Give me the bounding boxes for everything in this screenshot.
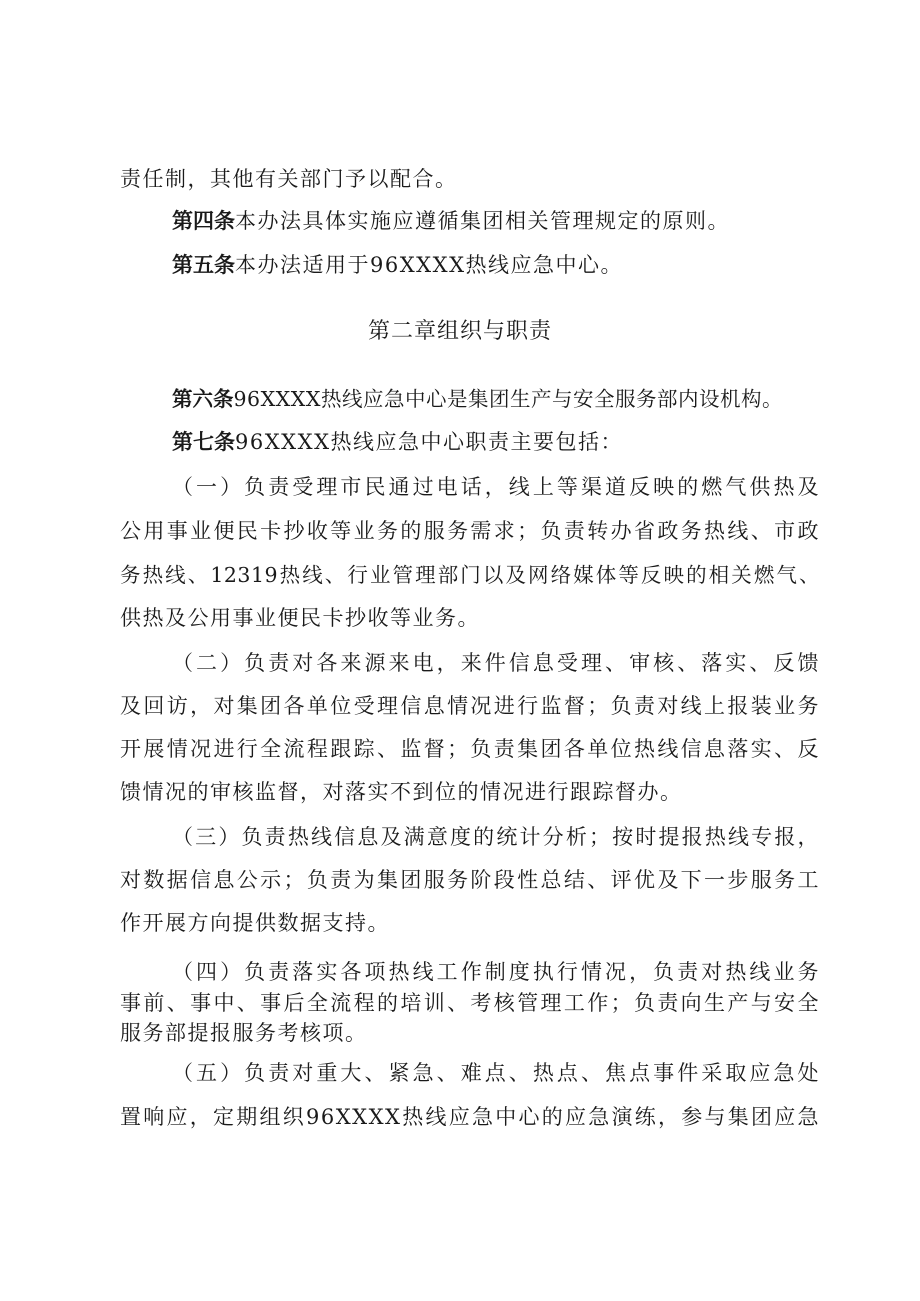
text-line: 责任制，其他有关部门予以配合。 [120, 167, 458, 191]
text-line: （五）负责对重大、紧急、难点、热点、焦点事件采取应急处 [172, 1061, 820, 1085]
text-line: 馈情况的审核监督，对落实不到位的情况进行跟踪督办。 [120, 780, 683, 804]
article-7 [172, 427, 820, 457]
article-4-title: 第四条 [172, 209, 235, 233]
article-5 [172, 250, 820, 280]
article-6-text: 96XXXX热线应急中心是集团生产与安全服务部内设机构。 [233, 387, 783, 411]
article-6-title: 第六条 [172, 387, 234, 411]
text-line: 服务部提报服务考核项。 [120, 1021, 368, 1045]
article-4 [172, 206, 820, 236]
chapter-2-heading: 第二章组织与职责 [367, 319, 552, 344]
text-line: （三）负责热线信息及满意度的统计分析；按时提报热线专报， [172, 825, 820, 849]
text-line: 置响应，定期组织96XXXX热线应急中心的应急演练，参与集团应急 [120, 1105, 820, 1129]
article-5-text: 本办法适用于96XXXX热线应急中心。 [235, 253, 624, 277]
text-line: 对数据信息公示；负责为集团服务阶段性总结、评优及下一步服务工 [120, 868, 820, 892]
text-line: 事前、事中、事后全流程的培训、考核管理工作；负责向生产与安全 [120, 991, 820, 1015]
text-line: （一）负责受理市民通过电话，线上等渠道反映的燃气供热及 [172, 475, 820, 499]
article-7-title: 第七条 [172, 430, 235, 454]
article-4-text: 本办法具体实施应遵循集团相关管理规定的原则。 [235, 209, 730, 233]
article-7-text: 96XXXX热线应急中心职责主要包括： [235, 430, 624, 454]
text-line: 务热线、12319热线、行业管理部门以及网络媒体等反映的相关燃气、 [120, 563, 820, 587]
text-line: 及回访，对集团各单位受理信息情况进行监督；负责对线上报装业务 [120, 694, 820, 718]
text-line: 供热及公用事业便民卡抄收等业务。 [120, 606, 480, 630]
article-6 [172, 384, 820, 414]
text-line: （二）负责对各来源来电，来件信息受理、审核、落实、反馈 [172, 651, 820, 675]
text-line: 公用事业便民卡抄收等业务的服务需求；负责转办省政务热线、市政 [120, 519, 820, 543]
text-line: 开展情况进行全流程跟踪、监督；负责集团各单位热线信息落实、反 [120, 737, 820, 761]
article-5-title: 第五条 [172, 253, 235, 277]
text-line: （四）负责落实各项热线工作制度执行情况，负责对热线业务 [172, 960, 820, 984]
text-line: 作开展方向提供数据支持。 [120, 911, 390, 935]
